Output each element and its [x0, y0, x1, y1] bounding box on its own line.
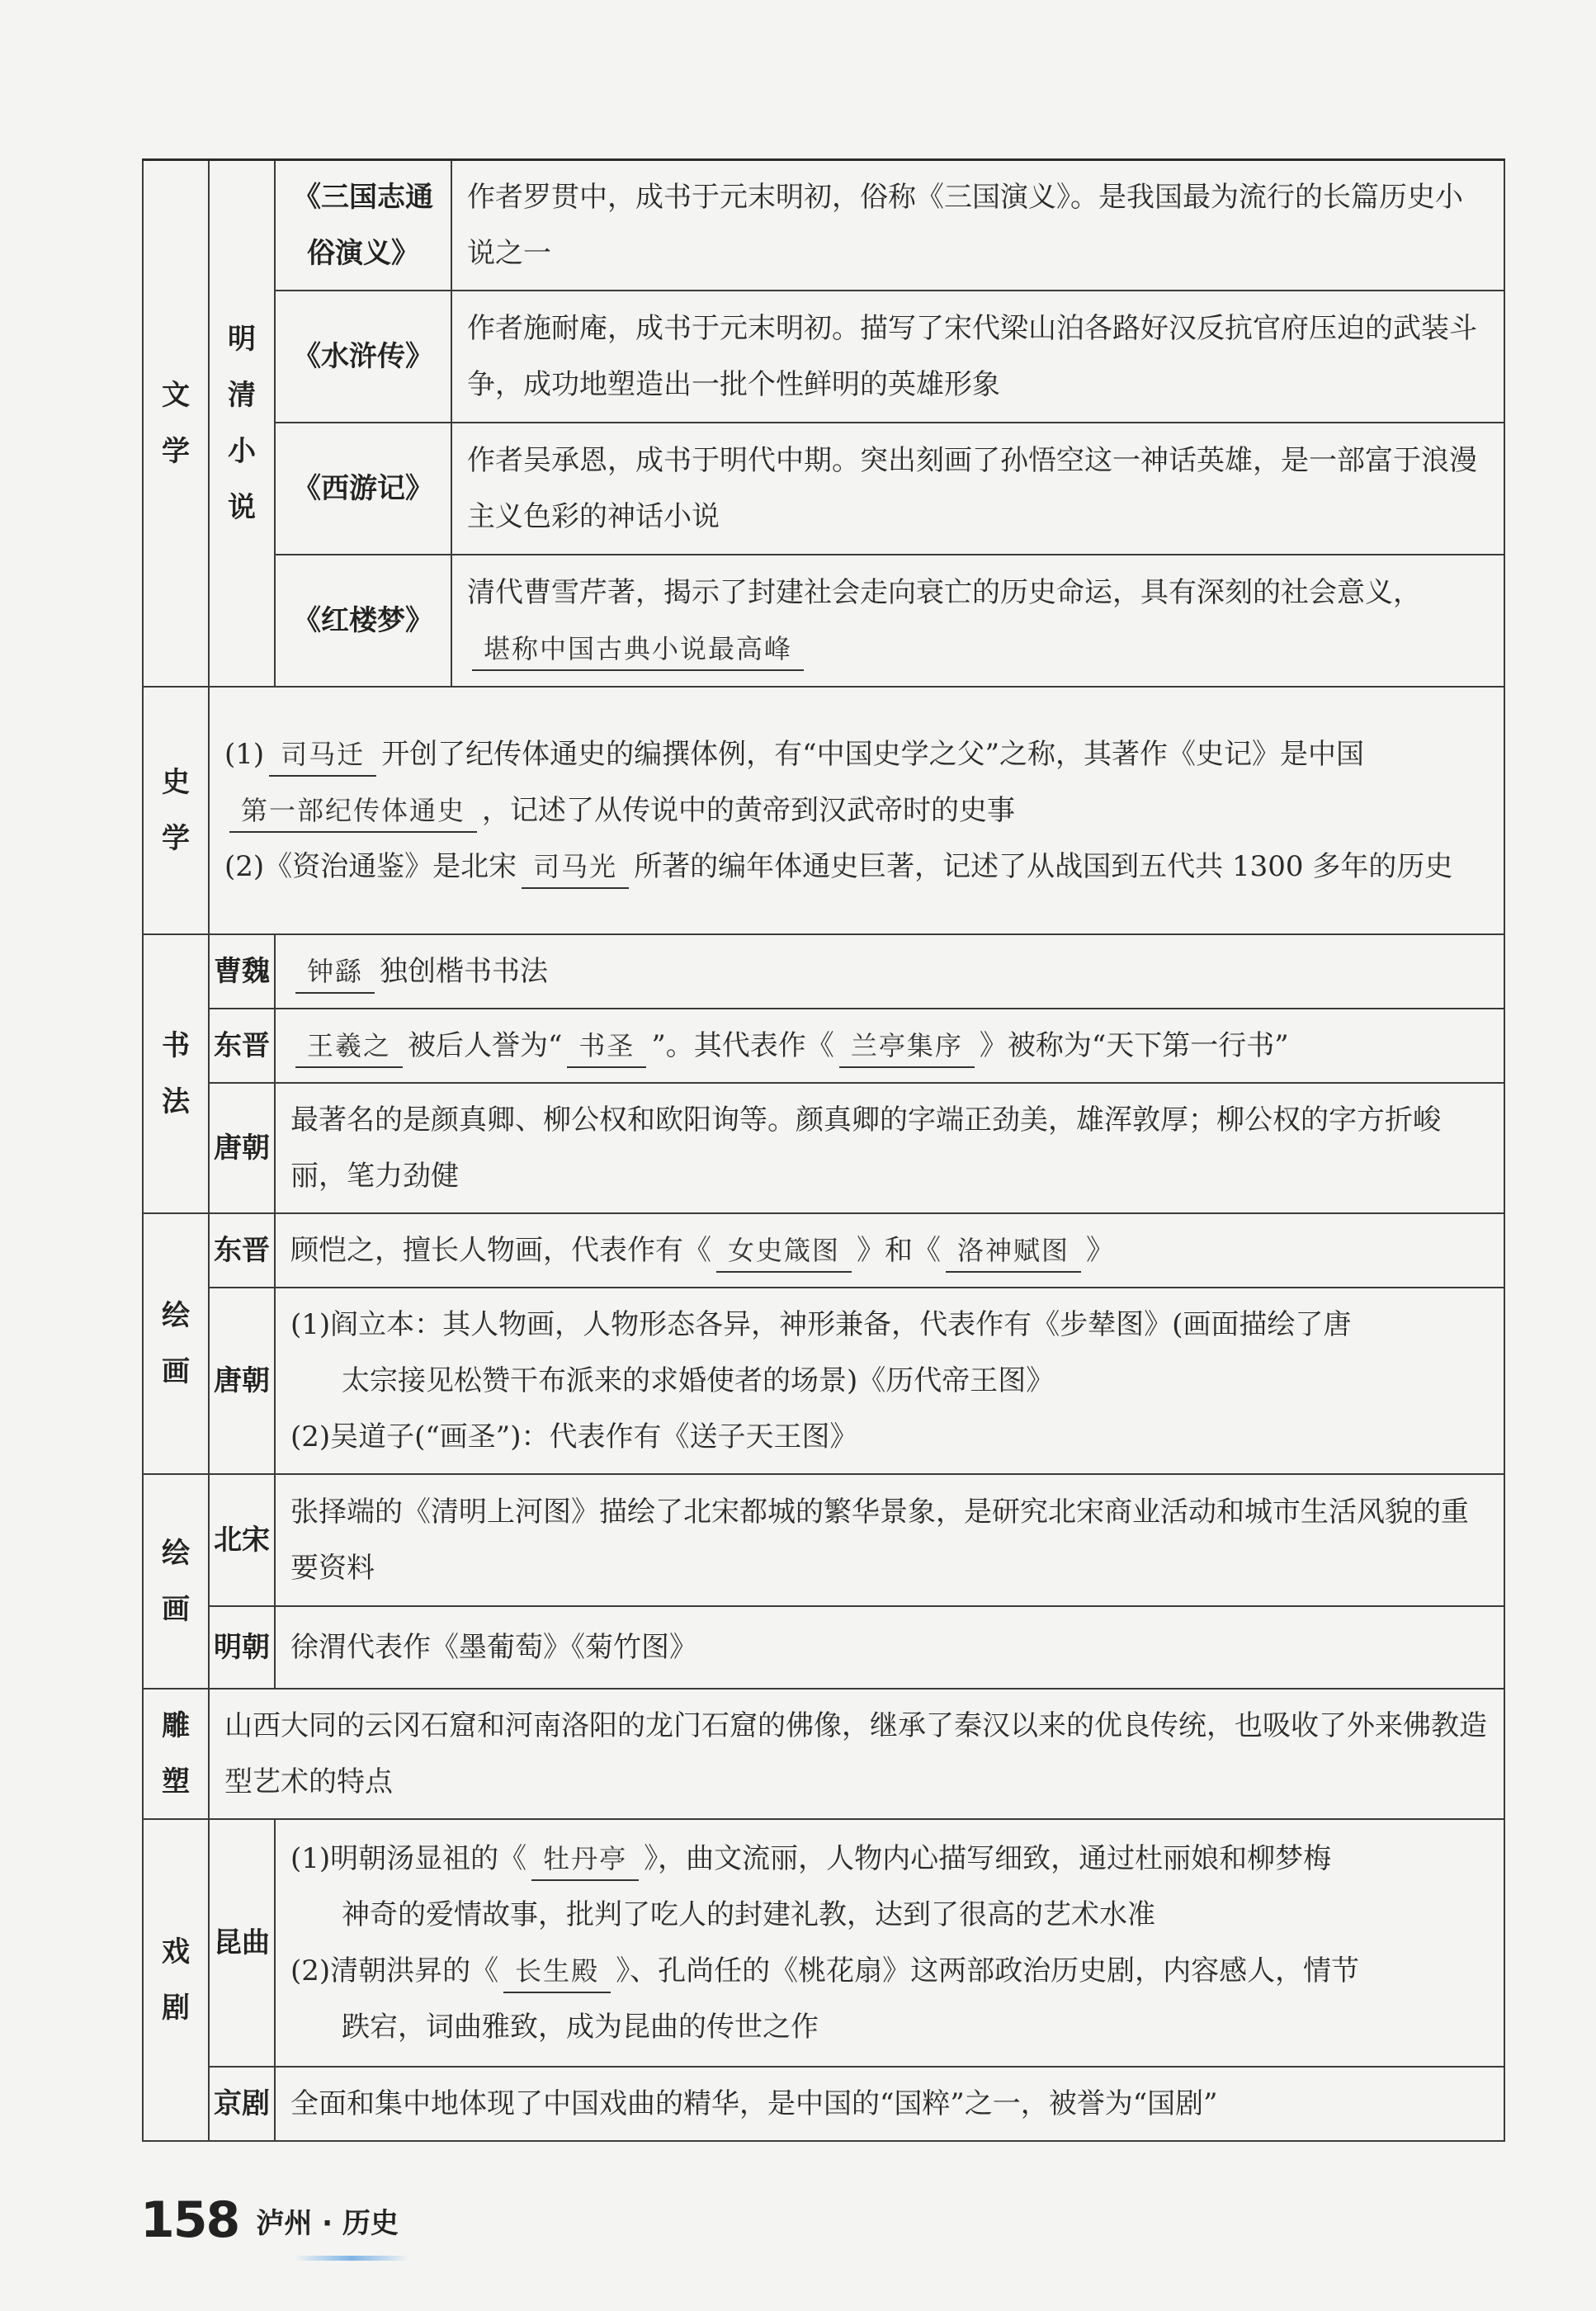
calligraphy-row-caowei [143, 934, 1504, 1009]
fill-answer: 洛神赋图 [946, 1230, 1081, 1273]
calligraphy-row-tang [143, 1083, 1504, 1213]
era-label: 明朝 [209, 1606, 275, 1689]
fill-answer: 王羲之 [295, 1025, 403, 1068]
work-title-sanguo: 《三国志通 俗演义》 [275, 160, 451, 291]
painting-tang-text: (1)阎立本：其人物画，人物形态各异，神形兼备，代表作有《步辇图》(画面描绘了唐 太宗接见松赞干布派来的求婚使者的场景)《历代帝王图》 (2)吴道子(“画圣”)：代表作有《送子天王图》 [275, 1288, 1504, 1474]
history-content [209, 687, 1504, 934]
painting-beisong-text: 张择端的《清明上河图》描绘了北宋都城的繁华景象，是研究北宋商业活动和城市生活风貌的重要资料 [275, 1474, 1504, 1606]
work-title-xiyou: 《西游记》 [275, 423, 451, 555]
era-label: 东晋 [209, 1213, 275, 1288]
era-label: 京剧 [209, 2067, 275, 2141]
fill-answer: 长生殿 [503, 1950, 611, 1993]
painting-row-tang [143, 1288, 1504, 1474]
work-title-shuihu: 《水浒传》 [275, 291, 451, 423]
sculpture-row [143, 1689, 1504, 1819]
page-footer [140, 2191, 399, 2249]
painting-label: 绘 画 [143, 1474, 209, 1689]
sculpture-text: 山西大同的云冈石窟和河南洛阳的龙门石窟的佛像，继承了秦汉以来的优良传统，也吸收了外来佛教造型艺术的特点 [209, 1689, 1504, 1819]
era-label: 北宋 [209, 1474, 275, 1606]
decorative-underline [294, 2256, 409, 2261]
era-label: 昆曲 [209, 1819, 275, 2067]
literature-row-honglou [143, 555, 1504, 687]
painting-dongjin-text: 顾恺之，擅长人物画，代表作有《 女史箴图 》和《 洛神赋图 》 [275, 1213, 1504, 1288]
painting-row-dongjin [143, 1213, 1504, 1288]
calligraphy-label: 书 法 [143, 934, 209, 1213]
fill-answer: 第一部纪传体通史 [229, 790, 477, 833]
painting-row-ming [143, 1606, 1504, 1689]
literature-row-sanguo [143, 160, 1504, 291]
drama-label: 戏 剧 [143, 1819, 209, 2141]
painting-label: 绘 画 [143, 1213, 209, 1474]
history-item-2: (2)《资治通鉴》是北宋 司马光 所著的编年体通史巨著，记述了从战国到五代共 1300 多年的历史 [224, 839, 1489, 895]
era-label: 东晋 [209, 1009, 275, 1083]
fill-answer: 钟繇 [295, 951, 375, 994]
era-label: 唐朝 [209, 1288, 275, 1474]
literature-label: 文 学 [143, 160, 209, 688]
painting-ming-text: 徐渭代表作《墨葡萄》《菊竹图》 [275, 1606, 1504, 1689]
drama-jingju-text: 全面和集中地体现了中国戏曲的精华，是中国的“国粹”之一，被誉为“国剧” [275, 2067, 1504, 2141]
era-label: 曹魏 [209, 934, 275, 1009]
fill-answer: 堪称中国古典小说最高峰 [472, 628, 804, 671]
ming-qing-novel-label: 明 清 小 说 [209, 160, 275, 688]
fill-answer: 女史箴图 [716, 1230, 852, 1273]
work-desc-honglou: 清代曹雪芹著，揭示了封建社会走向衰亡的历史命运，具有深刻的社会意义，堪称中国古典小说最高峰 [451, 555, 1504, 687]
drama-row-kunqu [143, 1819, 1504, 2067]
history-item-1: (1) 司马迁 开创了纪传体通史的编撰体例，有“中国史学之父”之称，其著作《史记》是中国第一部纪传体通史 ，记述了从传说中的黄帝到汉武帝时的史事 [224, 726, 1489, 839]
literature-row-xiyou [143, 423, 1504, 555]
work-desc-shuihu: 作者施耐庵，成书于元末明初。描写了宋代梁山泊各路好汉反抗官府压迫的武装斗争，成功地塑造出一批个性鲜明的英雄形象 [451, 291, 1504, 423]
calligraphy-tang-text: 最著名的是颜真卿、柳公权和欧阳询等。颜真卿的字端正劲美，雄浑敦厚；柳公权的字方折峻丽，笔力劲健 [275, 1083, 1504, 1213]
fill-answer: 司马光 [522, 846, 629, 889]
fill-answer: 兰亭集序 [839, 1025, 975, 1068]
calligraphy-row-dongjin [143, 1009, 1504, 1083]
work-desc-sanguo: 作者罗贯中，成书于元末明初，俗称《三国演义》。是我国最为流行的长篇历史小说之一 [451, 160, 1504, 291]
work-title-honglou: 《红楼梦》 [275, 555, 451, 687]
fill-answer: 书圣 [567, 1025, 646, 1068]
drama-kunqu-text: (1)明朝汤显祖的《 牡丹亭 》，曲文流丽，人物内心描写细致，通过杜丽娘和柳梦梅 神奇的爱情故事，批判了吃人的封建礼教，达到了很高的艺术水准 (2)清朝洪昇的《 长生殿 》、孔尚任的《桃花扇》这两部政治历史剧，内容感人，情节 跌宕，词曲雅致，成为昆曲的传世之作 [275, 1819, 1504, 2067]
calligraphy-caowei-text: 钟繇 独创楷书书法 [275, 934, 1504, 1009]
book-subtitle: 泸州 · 历史 [256, 2206, 399, 2240]
fill-answer: 牡丹亭 [531, 1838, 639, 1881]
knowledge-table [142, 158, 1505, 2142]
fill-answer: 司马迁 [269, 734, 376, 777]
history-row [143, 687, 1504, 934]
drama-row-jingju [143, 2067, 1504, 2141]
work-desc-xiyou: 作者吴承恩，成书于明代中期。突出刻画了孙悟空这一神话英雄，是一部富于浪漫主义色彩的神话小说 [451, 423, 1504, 555]
literature-row-shuihu [143, 291, 1504, 423]
painting-row-beisong [143, 1474, 1504, 1606]
page-number: 158 [140, 2191, 239, 2249]
history-label: 史 学 [143, 687, 209, 934]
sculpture-label: 雕 塑 [143, 1689, 209, 1819]
calligraphy-dongjin-text: 王羲之 被后人誉为“ 书圣 ”。其代表作《 兰亭集序 》被称为“天下第一行书” [275, 1009, 1504, 1083]
era-label: 唐朝 [209, 1083, 275, 1213]
